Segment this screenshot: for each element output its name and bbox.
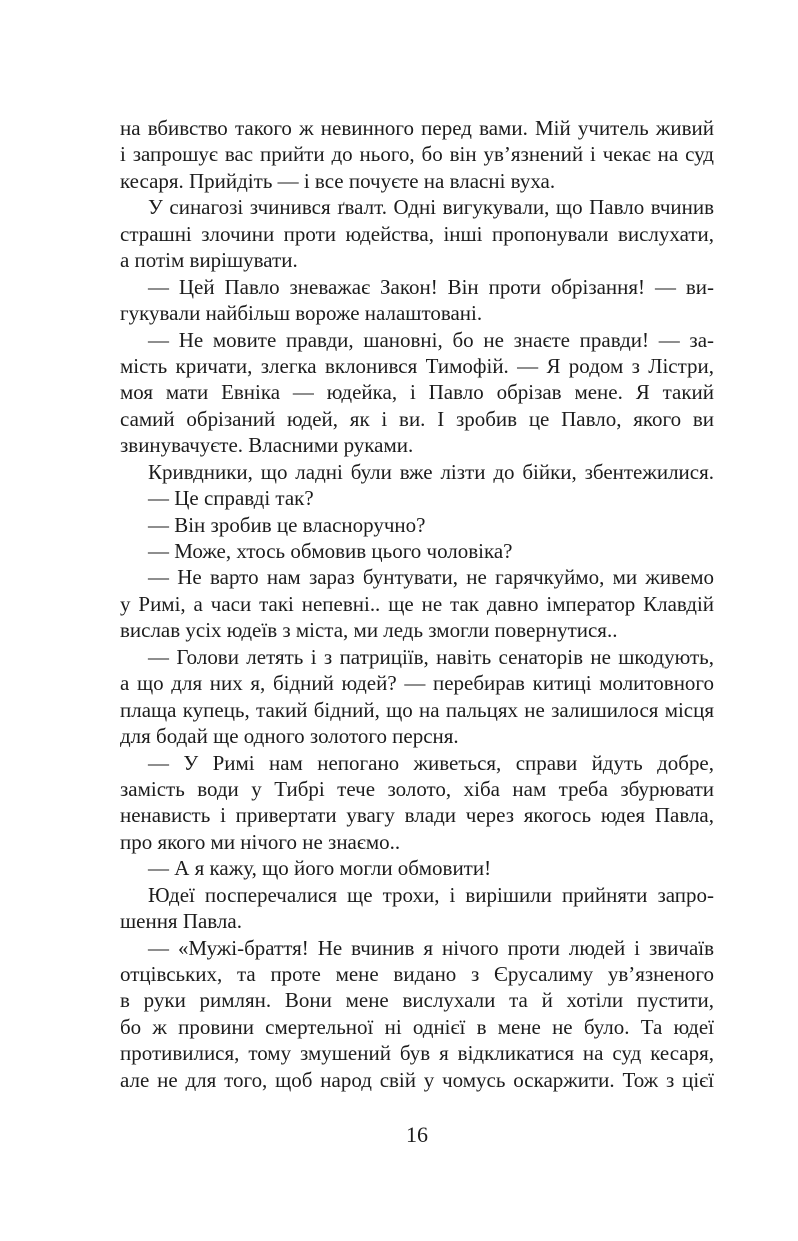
- line-text: Юдеї посперечалися ще трохи, і вирішили прийняти запро-: [148, 882, 714, 907]
- text-line: [120, 115, 714, 141]
- paragraph: [120, 274, 714, 327]
- text-line: [120, 591, 714, 617]
- text-line: [120, 1067, 714, 1093]
- text-line: [120, 802, 714, 828]
- text-line: [120, 300, 714, 326]
- text-line: [120, 353, 714, 379]
- line-text: — Він зробив це власноручно?: [148, 512, 426, 537]
- paragraph: [120, 538, 714, 564]
- paragraph: [120, 882, 714, 935]
- paragraph: [120, 194, 714, 273]
- text-line: [120, 141, 714, 167]
- paragraph: [120, 750, 714, 856]
- line-text: про якого ми нічого не знаємо..: [120, 829, 401, 854]
- line-text: — «Мужі-браття! Не вчинив я нічого проти людей і звичаїв: [148, 935, 714, 960]
- line-text: — Голови летять і з патриціїв, навіть сенаторів не шкодують,: [148, 644, 714, 669]
- line-text: противилися, тому змушений був я відкликатися на суд кесаря,: [120, 1041, 714, 1066]
- text-line: [120, 512, 714, 538]
- line-text: звинувачуєте. Власними руками.: [120, 433, 414, 458]
- text-line: [120, 776, 714, 802]
- paragraph: [120, 935, 714, 1094]
- text-line: [120, 617, 714, 643]
- line-text: кесаря. Прийдіть — і все почуєте на власні вуха.: [120, 168, 556, 193]
- text-line: [120, 697, 714, 723]
- paragraph: [120, 855, 714, 881]
- text-line: [120, 432, 714, 458]
- text-line: [120, 750, 714, 776]
- text-line: [120, 644, 714, 670]
- line-text: отцівських, та проте мене видано з Єрусалиму ув’язненого: [120, 962, 714, 986]
- text-line: [120, 987, 714, 1013]
- line-text: — Може, хтось обмовив цього чоловіка?: [148, 539, 513, 563]
- line-text: страшні злочини проти юдейства, інші пропонували вислухати,: [120, 221, 714, 246]
- line-text: — А я кажу, що його могли обмовити!: [148, 856, 492, 881]
- text-line: [120, 274, 714, 300]
- body-text: [120, 115, 714, 1093]
- line-text: вислав усіх юдеїв з міста, ми ледь змогли повернутися..: [120, 618, 618, 643]
- text-line: [120, 723, 714, 749]
- text-line: [120, 459, 714, 485]
- line-text: шення Павла.: [120, 909, 242, 934]
- line-text: замість води у Тибрі тече золото, хіба нам треба збурювати: [120, 776, 714, 801]
- line-text: а що для них я, бідний юдей? — перебирав китиці молитовного: [120, 671, 714, 696]
- line-text: моя мати Евніка — юдейка, і Павло обрізав мене. Я такий: [120, 380, 714, 405]
- line-text: і запрошує вас прийти до нього, бо він ув’язнений і чекає на суд: [120, 142, 714, 167]
- line-text: — У Римі нам непогано живеться, справи йдуть добре,: [148, 750, 714, 775]
- text-line: [120, 247, 714, 273]
- page-number: 16: [406, 1122, 428, 1147]
- text-line: [120, 538, 714, 564]
- line-text: — Не варто нам зараз бунтувати, не гарячкуймо, ми живемо: [148, 565, 714, 590]
- line-text: самий обрізаний юдей, як і ви. І зробив це Павло, якого ви: [120, 406, 714, 431]
- text-line: [120, 882, 714, 908]
- line-text: — Не мовите правди, шановні, бо не знаєте правди! — за-: [148, 327, 714, 352]
- paragraph: [120, 459, 714, 485]
- line-text: плаща купець, такий бідний, що на пальцях не залишилося місця: [120, 697, 714, 722]
- line-text: ненависть і привертати увагу влади через якогось юдея Павла,: [120, 803, 714, 828]
- paragraph: [120, 327, 714, 459]
- paragraph: [120, 644, 714, 750]
- line-text: — Це справді так?: [148, 486, 314, 511]
- text-line: [120, 379, 714, 405]
- line-text: мість кричати, злегка вклонився Тимофій. — Я родом з Лістри,: [120, 353, 714, 378]
- paragraph: [120, 485, 714, 511]
- text-line: [120, 961, 714, 987]
- text-line: [120, 855, 714, 881]
- line-text: для бодай ще одного золотого персня.: [120, 724, 459, 749]
- text-line: [120, 670, 714, 696]
- paragraph: [120, 564, 714, 643]
- text-line: [120, 829, 714, 855]
- text-line: [120, 564, 714, 590]
- paragraph: [120, 512, 714, 538]
- line-text: — Цей Павло зневажає Закон! Він проти обрізання! — ви-: [148, 274, 714, 299]
- text-line: [120, 168, 714, 194]
- text-line: [120, 485, 714, 511]
- line-text: в руки римлян. Вони мене вислухали та й хотіли пустити,: [120, 988, 714, 1013]
- text-line: [120, 1014, 714, 1040]
- line-text: а потім вирішувати.: [120, 248, 298, 273]
- line-text: у Римі, а часи такі непевні.. ще не так давно імператор Клавдій: [120, 591, 714, 616]
- text-line: [120, 327, 714, 353]
- text-line: [120, 221, 714, 247]
- line-text: але не для того, щоб народ свій у чомусь оскаржити. Тож з цієї: [120, 1067, 714, 1092]
- line-text: гукували найбільш вороже налаштовані.: [120, 301, 483, 326]
- text-line: [120, 406, 714, 432]
- paragraph: [120, 115, 714, 194]
- line-text: У синагозі зчинився ґвалт. Одні вигукували, що Павло вчинив: [148, 195, 714, 220]
- text-line: [120, 1040, 714, 1066]
- text-line: [120, 908, 714, 934]
- line-text: бо ж провини смертельної ні однієї в мене не було. Та юдеї: [120, 1014, 714, 1039]
- line-text: Кривдники, що ладні були вже лізти до бійки, збентежилися.: [148, 459, 714, 484]
- text-line: [120, 935, 714, 961]
- text-line: [120, 194, 714, 220]
- line-text: на вбивство такого ж невинного перед вами. Мій учитель живий: [120, 116, 714, 140]
